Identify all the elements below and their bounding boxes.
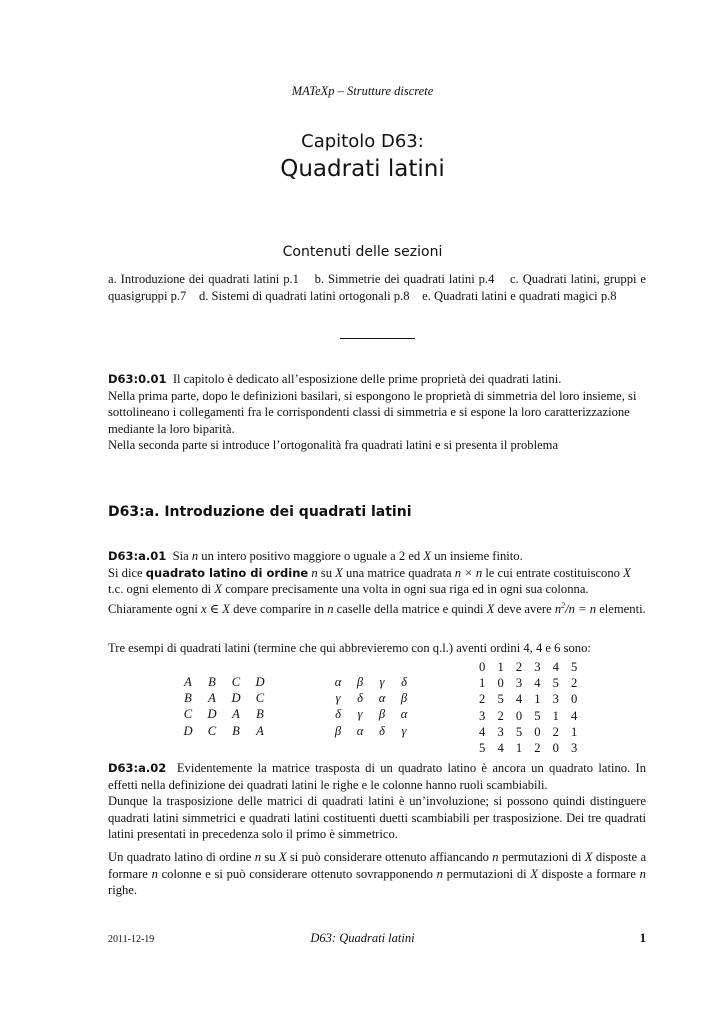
- square-cell: 2: [515, 660, 523, 674]
- square-cell: 3: [534, 660, 541, 674]
- square-cell: 3: [571, 741, 578, 756]
- running-head: MATeXp – Strutture discrete: [291, 84, 434, 98]
- toc-item-c[interactable]: c. Quadrati latini, gruppi e quasigruppi p.7: [108, 272, 647, 303]
- math-n: n: [254, 850, 261, 864]
- toc-item-d[interactable]: d. Sistemi di quadrati latini ortogonali p.8: [198, 288, 410, 303]
- square-row: [473, 659, 583, 675]
- square-cell: 0: [552, 741, 559, 756]
- square-cell: D: [207, 707, 217, 722]
- math-n: n: [639, 866, 646, 881]
- square-cell: 0: [534, 724, 541, 739]
- square-cell: γ: [335, 691, 341, 706]
- text: disposte a formare: [108, 850, 647, 881]
- math-x: X: [214, 582, 223, 596]
- square-cell: 5: [534, 708, 541, 723]
- paragraph-a01: [108, 548, 646, 617]
- toc-heading: Contenuti delle sezioni: [282, 244, 443, 260]
- footer-title: D63: Quadrati latini: [310, 931, 415, 945]
- square-cell: C: [231, 675, 241, 689]
- square-cell: A: [256, 723, 264, 738]
- text: Evidentemente la matrice trasposta di un quadrato latino è ancora un quadrato latino. In effetti nella definizione dei quadrati latini le righe e le colonne hanno ruoli scambiabili.: [108, 761, 646, 792]
- text: colonne e si può considerare ottenuto sovrapponendo: [161, 866, 433, 881]
- text: deve comparire in: [233, 601, 325, 616]
- square-row: [176, 706, 272, 722]
- square-cell: 5: [552, 676, 559, 691]
- square-cell: B: [208, 675, 216, 689]
- toc-item-e[interactable]: e. Quadrati latini e quadrati magici p.8: [422, 288, 617, 303]
- text: deve avere: [497, 601, 552, 616]
- text: si può considerare ottenuto affiancando: [289, 850, 489, 864]
- square-cell: β: [334, 723, 342, 738]
- page-number: 1: [639, 931, 646, 945]
- square-cell: C: [255, 691, 265, 706]
- square-cell: 0: [497, 676, 504, 691]
- square-cell: 4: [515, 692, 523, 707]
- square-cell: 3: [552, 692, 559, 707]
- latin-square-numeric: [473, 659, 583, 756]
- math-x: X: [423, 549, 432, 563]
- square-row: [327, 706, 415, 722]
- square-cell: 4: [552, 660, 559, 674]
- math-nxn: n × n: [454, 565, 483, 580]
- square-cell: 5: [479, 741, 486, 756]
- math-x: X: [278, 850, 287, 864]
- square-cell: 5: [515, 724, 523, 739]
- square-row: [327, 690, 415, 706]
- square-cell: β: [378, 707, 386, 722]
- text: su: [320, 565, 332, 580]
- a01-tag: D63:a.01: [108, 549, 167, 563]
- square-cell: γ: [379, 675, 385, 689]
- text: caselle della matrice e quindi: [336, 601, 484, 616]
- text: elementi.: [599, 601, 646, 616]
- latin-square-greek: [327, 674, 415, 739]
- square-cell: 2: [534, 741, 541, 756]
- square-cell: δ: [379, 723, 385, 738]
- square-cell: C: [183, 707, 193, 722]
- intro-line-1: Il capitolo è dedicato all’esposizione delle prime proprietà dei quadrati latini.: [172, 372, 562, 386]
- paragraph-a02: [108, 760, 646, 843]
- square-cell: A: [232, 707, 240, 722]
- square-cell: 1: [479, 676, 486, 691]
- text: compare precisamente una volta in ogni sua riga ed in ogni sua colonna.: [225, 582, 589, 596]
- square-cell: A: [184, 675, 192, 689]
- text: Un quadrato latino di ordine: [108, 850, 252, 864]
- text: Dunque la trasposizione delle matrici di quadrati latini è un’involuzione; si possono quindi distinguere quadrati latini simmetrici e quadrati latini costituenti duetti scambiabili per trasposizione. Dei tre quadrati latini presentati in precedenza solo il primo è simmetrico.: [108, 794, 646, 841]
- a02-tag: D63:a.02: [108, 761, 167, 775]
- text: su: [264, 850, 276, 864]
- square-cell: 0: [479, 660, 486, 674]
- math-n: n: [554, 601, 562, 616]
- text: le cui entrate costituiscono: [485, 565, 620, 580]
- square-cell: 4: [534, 676, 541, 691]
- superscript: 2: [561, 600, 566, 610]
- square-row: [473, 740, 583, 756]
- square-cell: α: [356, 723, 364, 738]
- math-x: X: [486, 601, 495, 616]
- math-n: n: [327, 601, 334, 616]
- square-cell: D: [255, 675, 265, 689]
- latin-square-letters: [176, 674, 272, 739]
- square-cell: 2: [571, 676, 578, 691]
- text: una matrice quadrata: [346, 565, 452, 580]
- square-cell: 5: [497, 692, 504, 707]
- section-a-title: D63:a. Introduzione dei quadrati latini: [108, 504, 412, 520]
- definition-keyword: quadrato latino di ordine: [145, 565, 309, 580]
- text: righe.: [108, 883, 138, 897]
- square-cell: 3: [497, 724, 504, 739]
- math-n: n: [436, 866, 443, 881]
- square-cell: 1: [552, 708, 559, 723]
- square-cell: 5: [571, 660, 578, 674]
- square-cell: β: [400, 691, 408, 706]
- math-n: n: [492, 850, 499, 864]
- toc-item-a[interactable]: a. Introduzione dei quadrati latini p.1: [108, 272, 299, 286]
- square-cell: D: [231, 691, 241, 706]
- math-n: n: [311, 565, 318, 580]
- math-x: X: [623, 565, 631, 580]
- square-cell: 1: [534, 692, 541, 707]
- square-cell: 4: [571, 708, 578, 723]
- square-cell: α: [334, 675, 342, 689]
- math-n: n: [191, 549, 199, 563]
- math-x: X: [530, 866, 539, 881]
- square-cell: B: [184, 691, 192, 706]
- text: Sia: [172, 549, 189, 563]
- square-cell: 4: [497, 741, 504, 756]
- square-cell: 2: [552, 724, 559, 739]
- square-cell: δ: [335, 707, 341, 722]
- text: un intero positivo maggiore o uguale a 2 ed: [201, 549, 421, 563]
- square-cell: B: [256, 707, 264, 722]
- math-x-in-x: x ∈ X: [201, 601, 230, 616]
- square-row: [327, 674, 415, 690]
- math-x: X: [335, 565, 343, 580]
- intro-line-3: Nella seconda parte si introduce l’ortogonalità fra quadrati latini e si presenta il problema: [108, 438, 559, 452]
- square-cell: 3: [515, 676, 523, 691]
- square-cell: 0: [571, 692, 578, 707]
- square-cell: 4: [479, 724, 486, 739]
- text: un insieme finito.: [434, 549, 523, 563]
- square-cell: 2: [497, 708, 504, 723]
- text: Chiaramente ogni: [108, 601, 198, 616]
- divider-rule: [340, 338, 415, 339]
- text: permutazioni di: [446, 866, 527, 881]
- chapter-label: Capitolo D63:: [301, 131, 424, 152]
- square-cell: D: [183, 723, 193, 738]
- intro-paragraph: [108, 371, 646, 454]
- square-cell: B: [232, 723, 240, 738]
- square-cell: 1: [497, 660, 504, 674]
- footer-date: 2011-12-19: [108, 934, 155, 945]
- text: t.c. ogni elemento di: [108, 582, 212, 596]
- toc-list: [108, 271, 646, 304]
- square-row: [473, 724, 583, 740]
- paragraph-a02-continued: [108, 849, 646, 899]
- text: permutazioni di: [501, 850, 582, 864]
- square-cell: γ: [357, 707, 363, 722]
- square-row: [176, 723, 272, 739]
- square-cell: 0: [515, 708, 523, 723]
- math-frac: /n = n: [565, 601, 597, 616]
- square-row: [176, 674, 272, 690]
- square-cell: A: [208, 691, 216, 706]
- square-cell: 1: [571, 724, 578, 739]
- text: Si dice: [108, 565, 143, 580]
- examples-intro: Tre esempi di quadrati latini (termine che qui abbrevieremo con q.l.) aventi ordini 4, 4 e 6 sono:: [108, 641, 591, 655]
- math-n: n: [151, 866, 158, 881]
- square-cell: γ: [401, 723, 407, 738]
- intro-tag: D63:0.01: [108, 372, 167, 386]
- square-row: [473, 691, 583, 707]
- square-row: [473, 675, 583, 691]
- square-cell: δ: [357, 691, 363, 706]
- toc-item-b[interactable]: b. Simmetrie dei quadrati latini p.4: [314, 272, 495, 286]
- square-row: [473, 708, 583, 724]
- chapter-title: Quadrati latini: [280, 156, 445, 182]
- math-n-squared: [555, 602, 596, 616]
- intro-line-2: Nella prima parte, dopo le definizioni basilari, si espongono le proprietà di simmetria del loro insieme, si sottolineano i collegamenti fra le corrispondenti classi di simmetria e si espone la loro caratterizzazione mediante la loro biparità.: [108, 388, 637, 436]
- math-x: X: [584, 850, 593, 864]
- square-cell: C: [207, 723, 217, 738]
- square-cell: 2: [479, 692, 486, 707]
- square-cell: 1: [515, 741, 523, 756]
- square-cell: β: [356, 675, 364, 689]
- square-cell: α: [400, 707, 408, 722]
- square-row: [327, 723, 415, 739]
- text: disposte a formare: [541, 866, 636, 881]
- square-row: [176, 690, 272, 706]
- square-cell: 3: [479, 708, 486, 723]
- square-cell: δ: [401, 675, 407, 689]
- square-cell: α: [378, 691, 386, 706]
